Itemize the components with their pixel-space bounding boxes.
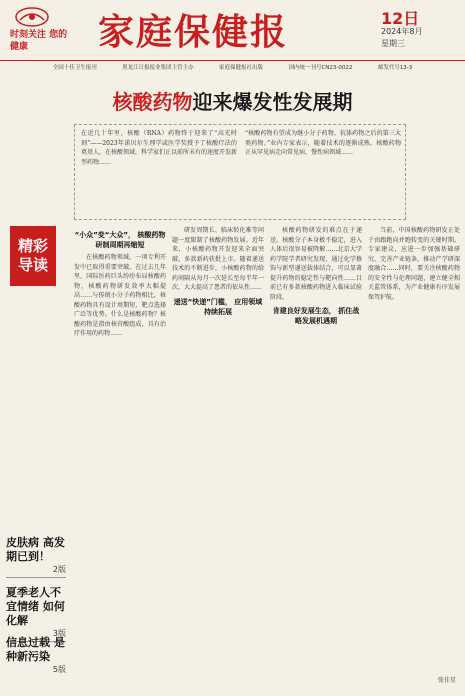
article-column-4 [368, 226, 460, 303]
issue-year-month: 2024年8月 [381, 27, 423, 36]
issue-day: 12日 [381, 9, 420, 28]
guide-item-page: 2版 [52, 565, 66, 574]
info-item: 黑龙江日报报业集团主管主办 [122, 64, 194, 71]
info-item: 全国十佳卫生报刊 [52, 64, 97, 71]
section-subtitle: “小众”变“大众”， 核酸药物研制周期再缩短 [74, 231, 166, 249]
article-paragraph: 研发周期长、临床转化难等问题一度限制了核酸药物发展。近年来，小核酸药物开发迎来全面突破，多款新药获批上市。随着递送技术的不断进步，小核酸药物的给药间隔从每月一次延长至每半年一次，大大提高了患者的依从性…… [172, 227, 264, 291]
guide-item[interactable] [6, 636, 66, 675]
article-paragraph: 核酸药物研发的难点在于递送。核酸分子本身极不稳定，进入人体后很容易被降解……北京大学药学院学者研究发现，通过化学修饰与新型递送载体结合，可以显著提升药物的稳定性与靶向性……目前已有多款核酸药物进入临床试验阶段。 [270, 227, 362, 301]
summary-left: 在近几十年里，核酸（RNA）药物终于迎来了“高光时刻”——2023年诺贝尔生理学或医学奖授予了核酸疗法的奠基人，在核酸领域，科学家们正以前所未有的速度开发新型药物…… [81, 130, 238, 166]
paper-name: 家庭保健报 [98, 12, 289, 53]
guide-item-page: 3版 [52, 629, 66, 638]
article-paragraph: 在核酸药物领域，一项专利开发中已取得重要突破。在过去几年里，国际医药巨头纷纷布局核酸药物，核酸药物研发效率大幅提高……与传统小分子药物相比，核酸药物具有设计周期短、靶点选择广泛等优势。什么是核酸药物？核酸药物是指由核苷酸组成、具有治疗作用的药物…… [74, 254, 166, 337]
article-paragraph: 当前，中国核酸药物研发正处于由跟跑向并跑转变的关键时期。专家建议，应进一步加强基础研究、完善产业链条，推动产学研深度融合……同时，要关注核酸药物的安全性与伦理问题，建立健全相关监管体系，为产业健康有序发展保驾护航。 [368, 227, 460, 301]
article-body [74, 226, 462, 688]
guide-item[interactable] [6, 586, 66, 642]
guide-item-page: 5版 [52, 665, 66, 674]
guide-item-title: 夏季老人不宜情绪 如何化解 [6, 586, 65, 627]
guide-item[interactable] [6, 536, 66, 578]
main-headline [0, 86, 465, 115]
guide-tag: 精彩 导读 [10, 226, 56, 286]
article-column-1 [74, 226, 166, 340]
info-item: 国内统一刊号CN23-0022 [288, 64, 353, 71]
section-subtitle: 肯建良好发展生态， 抓住战略发展机遇期 [272, 307, 360, 325]
headline-highlight: 核酸药物 [112, 90, 193, 114]
article-column-3 [270, 226, 362, 329]
article-column-2 [172, 226, 264, 320]
featured-guide [6, 226, 66, 688]
headline-rest: 迎来爆发性发展期 [192, 90, 353, 114]
guide-item-title: 信息过载 是种新污染 [6, 636, 65, 663]
grain-emblem-icon [14, 6, 50, 28]
guide-divider [6, 577, 66, 578]
guide-item-title: 皮肤病 高发期已到！ [6, 536, 65, 563]
info-item: 家庭保健报社出版 [219, 64, 264, 71]
article-summary [74, 124, 406, 220]
publication-info-bar [0, 60, 465, 72]
summary-right: “核酸药物有望成为继小分子药物、抗体药物之后的第三大类药物。”业内专家表示，随着技术的逐渐成熟，核酸药物正从罕见病走向常见病、慢性病领域…… [245, 130, 401, 156]
masthead-slogan: 时刻关注 您的健康 [10, 30, 68, 52]
issue-weekday: 星期三 [381, 39, 405, 48]
masthead [0, 0, 465, 56]
info-item: 邮发代号13-3 [377, 64, 413, 71]
section-subtitle: 递送“快递”门槛， 应用领域持续拓展 [173, 297, 263, 316]
article-author: 张佳星 [437, 677, 456, 684]
